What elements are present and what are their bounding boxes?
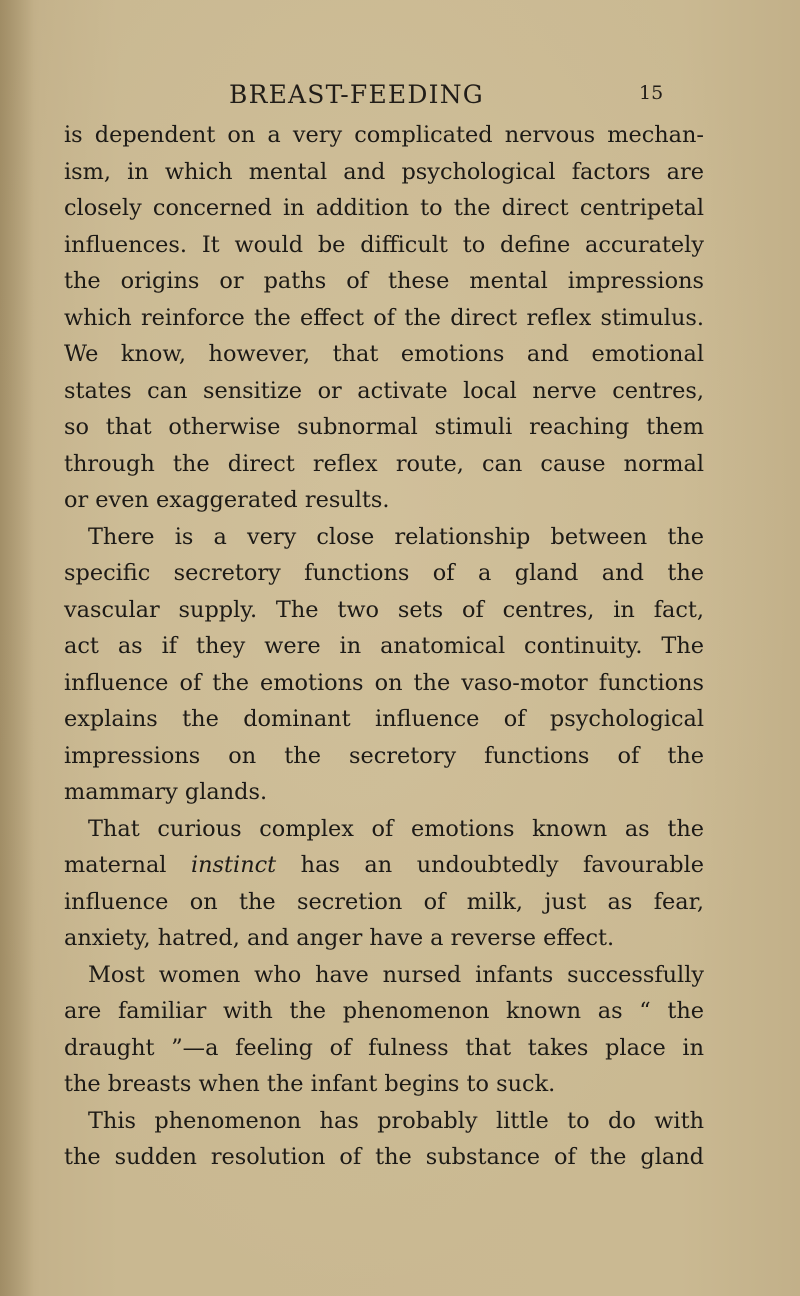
running-head: BREAST-FEEDING bbox=[229, 80, 484, 109]
text-line: so that otherwise subnormal stimuli reaching them bbox=[64, 414, 704, 440]
paragraph-start-line: This phenomenon has probably little to do with bbox=[88, 1107, 704, 1134]
italic-word: instinct bbox=[190, 852, 277, 878]
paragraph-end-line: the breasts when the infant begins to suck. bbox=[64, 1071, 556, 1097]
text-line: through the direct reflex route, can cause normal bbox=[64, 450, 704, 477]
paragraph-end-line: anxiety, hatred, and anger have a reverse effect. bbox=[64, 925, 615, 951]
paragraph-start-line: Most women who have nursed infants successfully bbox=[88, 961, 704, 988]
paragraph-end-line: mammary glands. bbox=[64, 779, 268, 805]
text-line: act as if they were in anatomical continuity. The bbox=[64, 633, 704, 659]
text-line: impressions on the secretory functions of the bbox=[64, 742, 704, 769]
text-segment: has an undoubtedly favourable bbox=[276, 852, 704, 878]
page-gutter-shadow bbox=[0, 0, 34, 1296]
text-line: closely concerned in addition to the direct centripetal bbox=[64, 195, 704, 221]
text-line: the sudden resolution of the substance of the gland bbox=[64, 1144, 704, 1170]
text-line: influence of the emotions on the vaso-motor functions bbox=[64, 669, 704, 696]
paragraph-start-line: There is a very close relationship between the bbox=[88, 523, 704, 550]
text-segment: maternal bbox=[64, 852, 191, 878]
page-header bbox=[229, 80, 729, 120]
text-line: are familiar with the phenomenon known as “ the bbox=[64, 998, 704, 1024]
page-number: 15 bbox=[639, 82, 664, 104]
paragraph-end-line: or even exaggerated results. bbox=[64, 487, 390, 513]
text-line: is dependent on a very complicated nervous mechan- bbox=[64, 122, 704, 148]
body-text bbox=[64, 117, 704, 1176]
text-line: We know, however, that emotions and emotional bbox=[64, 341, 704, 367]
text-line: influence on the secretion of milk, just as fear, bbox=[64, 888, 704, 915]
text-line: which reinforce the effect of the direct reflex stimulus. bbox=[64, 304, 704, 331]
text-line-with-italic bbox=[64, 847, 704, 884]
text-line: draught ”—a feeling of fulness that takes place in bbox=[64, 1034, 704, 1061]
text-line: states can sensitize or activate local nerve centres, bbox=[64, 377, 704, 404]
text-line: explains the dominant influence of psychological bbox=[64, 706, 704, 732]
text-line: the origins or paths of these mental impressions bbox=[64, 268, 704, 294]
text-line: specific secretory functions of a gland and the bbox=[64, 560, 704, 586]
text-line: vascular supply. The two sets of centres, in fact, bbox=[64, 596, 704, 623]
text-line: ism, in which mental and psychological factors are bbox=[64, 158, 704, 185]
paragraph-start-line: That curious complex of emotions known as the bbox=[88, 815, 704, 842]
text-line: influences. It would be difficult to define accurately bbox=[64, 231, 704, 258]
